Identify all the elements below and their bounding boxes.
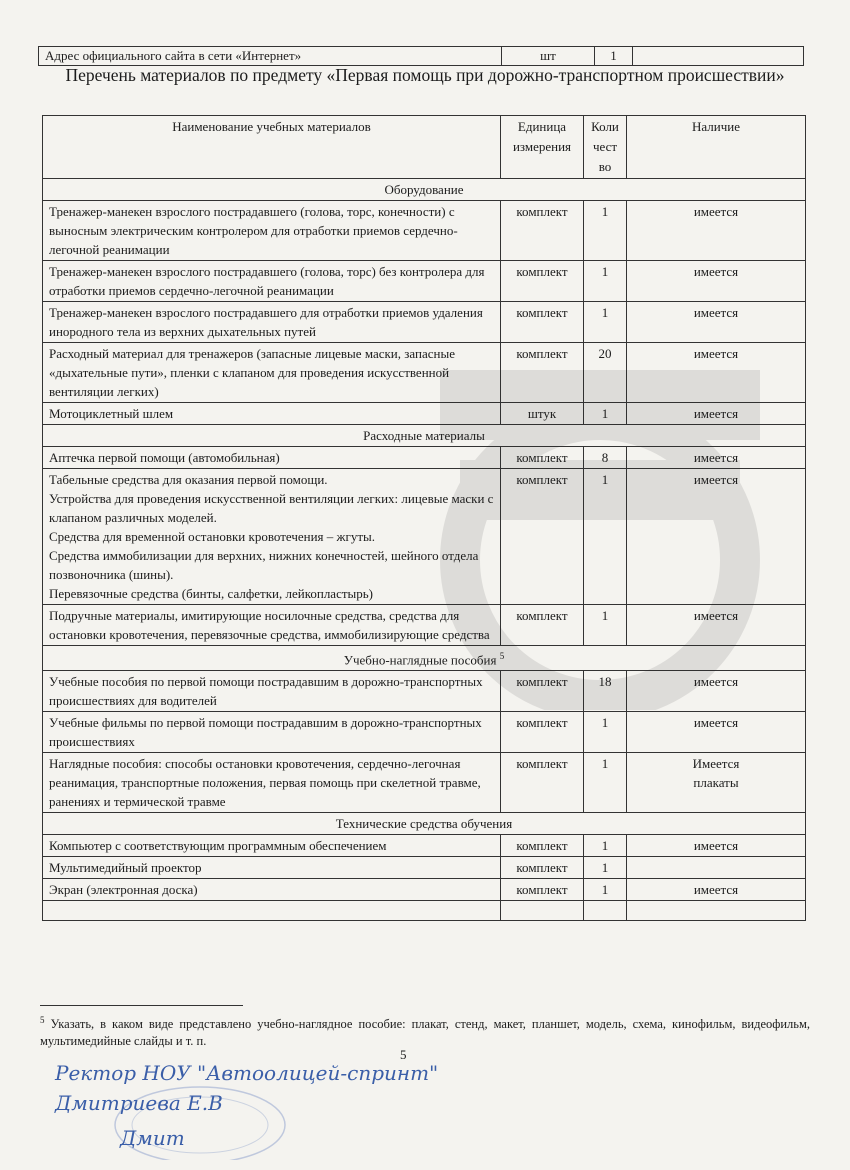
material-qty: 1 [584,201,627,261]
table-row [43,403,806,425]
material-unit: комплект [501,201,584,261]
material-qty: 1 [584,879,627,901]
material-availability: имеется [627,261,806,302]
page-title: Перечень материалов по предмету «Первая помощь при дорожно-транспортном происшествии» [65,65,785,85]
material-qty: 1 [584,261,627,302]
section-title-text: Учебно-наглядные пособия [343,652,497,668]
material-unit: комплект [501,447,584,469]
empty-cell [584,901,627,921]
section-row [43,813,806,835]
table-row [43,261,806,302]
header-avail: Наличие [627,116,806,179]
material-qty: 1 [584,302,627,343]
table-row [43,447,806,469]
material-name: Тренажер-манекен взрослого пострадавшего (голова, торс, конечности) с выносным электрическим контролером для отработки приемов сердечно-легочной реанимации [43,201,501,261]
materials-table [42,115,806,921]
table-header-row [43,116,806,179]
top-row-qty: 1 [595,47,633,66]
material-name: Мультимедийный проектор [43,857,501,879]
material-qty: 1 [584,469,627,605]
material-unit: комплект [501,671,584,712]
page-number: 5 [400,1047,407,1062]
material-name: Наглядные пособия: способы остановки кровотечения, сердечно-легочная реанимация, транспортные положения, первая помощь при скелетной травме, ранениях и термической травме [43,753,501,813]
material-availability: Имеется плакаты [627,753,806,813]
table-row [43,302,806,343]
signature-line-1: Ректор НОУ "Автоолицей-спринт" [55,1061,439,1085]
material-qty: 8 [584,447,627,469]
material-availability: имеется [627,469,806,605]
empty-cell [627,901,806,921]
material-unit: комплект [501,469,584,605]
empty-cell [501,901,584,921]
header-unit: Единица измерения [501,116,584,179]
material-name: Экран (электронная доска) [43,879,501,901]
section-title [43,813,806,835]
material-qty: 1 [584,605,627,646]
material-unit: комплект [501,343,584,403]
material-qty: 1 [584,403,627,425]
footnote-mark: 5 [40,1015,45,1025]
material-unit: комплект [501,879,584,901]
table-row [43,857,806,879]
material-availability: имеется [627,671,806,712]
signature-handwriting [50,1050,470,1160]
material-availability: имеется [627,201,806,261]
top-row-avail [633,47,804,66]
top-row-name: Адрес официального сайта в сети «Интернет» [39,47,502,66]
material-availability: имеется [627,302,806,343]
material-availability: имеется [627,403,806,425]
material-unit: комплект [501,835,584,857]
material-unit: комплект [501,857,584,879]
table-row [43,753,806,813]
material-availability: имеется [627,712,806,753]
header-qty: Коли чест во [584,116,627,179]
header-name: Наименование учебных материалов [43,116,501,179]
material-qty: 1 [584,753,627,813]
material-availability: имеется [627,343,806,403]
material-availability: имеется [627,879,806,901]
table-row [43,835,806,857]
material-name: Тренажер-манекен взрослого пострадавшего для отработки приемов удаления инородного тела из верхних дыхательных путей [43,302,501,343]
material-name: Расходный материал для тренажеров (запасные лицевые маски, запасные «дыхательные пути», пленки с клапаном для проведения искусственной вентиляции легких) [43,343,501,403]
section-row [43,425,806,447]
material-unit: комплект [501,605,584,646]
empty-row [43,901,806,921]
table-row [43,605,806,646]
section-row [43,646,806,671]
table-row [39,47,804,66]
table-row [43,671,806,712]
material-unit: штук [501,403,584,425]
material-unit: комплект [501,712,584,753]
material-qty: 18 [584,671,627,712]
footnote-text: Указать, в каком виде представлено учебно-наглядное пособие: плакат, стенд, макет, планшет, модель, схема, кинофильм, видеофильм, мультимедийные слайды и т. п. [40,1017,811,1049]
material-name: Тренажер-манекен взрослого пострадавшего (голова, торс) без контролера для отработки приемов сердечно-легочной реанимации [43,261,501,302]
footnote-reference: 5 [499,651,505,661]
top-row-unit: шт [502,47,595,66]
table-row [43,712,806,753]
section-row [43,179,806,201]
footnote-divider [40,1005,243,1006]
material-availability [627,857,806,879]
signature-line-2: Дмитриева Е.В [55,1091,223,1115]
material-qty: 1 [584,835,627,857]
material-qty: 20 [584,343,627,403]
material-name: Учебные пособия по первой помощи пострадавшим в дорожно-транспортных происшествиях для водителей [43,671,501,712]
section-title [43,425,806,447]
material-name: Компьютер с соответствующим программным обеспечением [43,835,501,857]
material-name: Мотоциклетный шлем [43,403,501,425]
section-title-text: Расходные материалы [363,428,485,443]
section-title-text: Оборудование [384,182,464,197]
material-qty: 1 [584,857,627,879]
section-title [43,646,806,671]
material-name: Подручные материалы, имитирующие носилочные средства, средства для остановки кровотечения, перевязочные средства, иммобилизирующие средства [43,605,501,646]
table-row [43,343,806,403]
table-row [43,201,806,261]
footnote [40,1012,810,1050]
table-row [43,879,806,901]
material-availability: имеется [627,605,806,646]
material-qty: 1 [584,712,627,753]
empty-cell [43,901,501,921]
table-row [43,469,806,605]
table-body [43,179,806,901]
material-unit: комплект [501,753,584,813]
signature-line-3: Дмит [120,1126,185,1150]
section-title [43,179,806,201]
section-title-text: Технические средства обучения [335,816,513,832]
material-unit: комплект [501,261,584,302]
material-availability: имеется [627,447,806,469]
material-availability: имеется [627,835,806,857]
material-name: Учебные фильмы по первой помощи пострадавшим в дорожно-транспортных происшествиях [43,712,501,753]
top-row-table [38,46,804,66]
material-name: Аптечка первой помощи (автомобильная) [43,447,501,469]
material-unit: комплект [501,302,584,343]
material-name: Табельные средства для оказания первой помощи. Устройства для проведения искусственной вентиляции легких: лицевые маски с клапаном различных моделей. Средства для временной остановки кровотечения – жгуты. Средства иммобилизации для верхних, нижних конечностей, шейного отдела позвоночника (шины). Перевязочные средства (бинты, салфетки, лейкопластырь) [43,469,501,605]
